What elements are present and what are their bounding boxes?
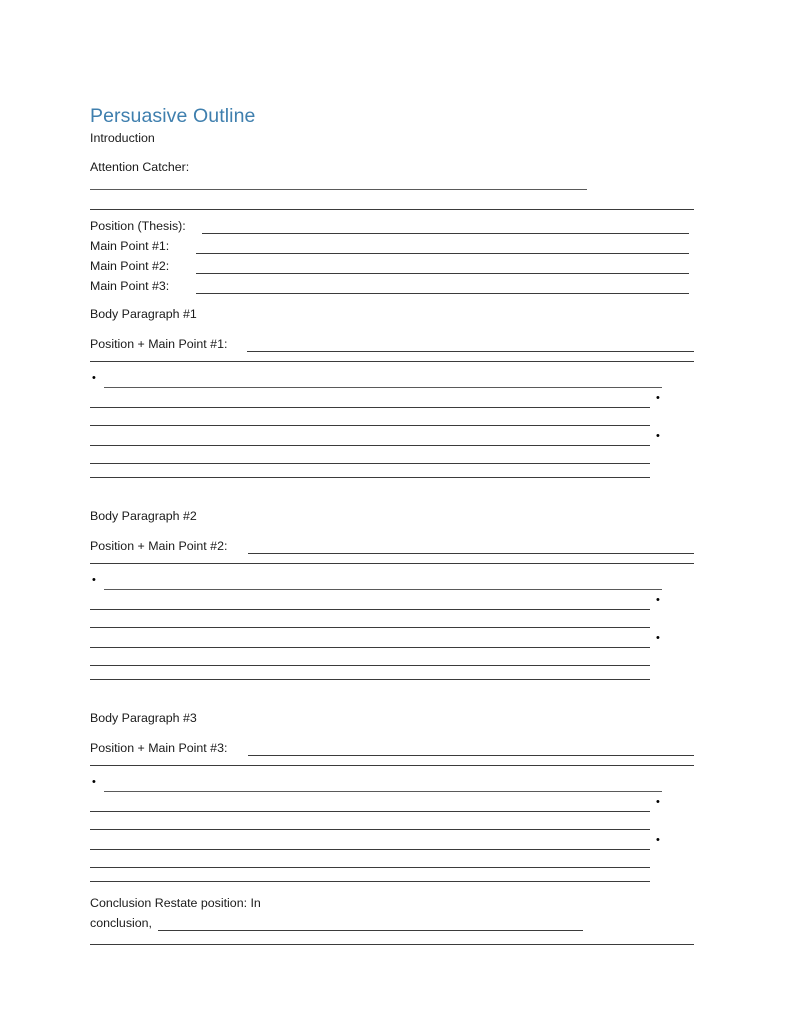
body-paragraph-2-lines <box>90 561 695 679</box>
write-line[interactable] <box>196 273 689 274</box>
prompt-label: Position + Main Point #1: <box>90 337 228 352</box>
body-paragraph-1-last-line <box>90 477 695 495</box>
write-line[interactable] <box>90 811 650 812</box>
write-line[interactable] <box>104 791 662 792</box>
write-line[interactable] <box>90 849 650 850</box>
write-line[interactable] <box>90 463 650 464</box>
field-main-point-3 <box>90 279 695 299</box>
write-line[interactable] <box>90 867 650 868</box>
write-line[interactable] <box>90 209 694 210</box>
section-heading-introduction: Introduction <box>90 131 155 146</box>
bullet-icon: • <box>656 834 660 847</box>
conclusion-final-line <box>90 938 695 958</box>
field-label: Main Point #3: <box>90 279 170 294</box>
field-position-thesis <box>90 219 695 239</box>
conclusion-line-1: Conclusion Restate position: In <box>90 896 261 911</box>
field-main-point-2 <box>90 259 695 279</box>
prompt-label: Position + Main Point #3: <box>90 741 228 756</box>
write-line[interactable] <box>90 765 694 766</box>
prompt-position-main-point-3 <box>90 741 695 763</box>
prompt-position-main-point-2 <box>90 539 695 561</box>
field-label: Position (Thesis): <box>90 219 186 234</box>
bullet-icon: • <box>92 776 96 789</box>
write-line[interactable] <box>90 189 587 190</box>
attention-catcher-lines <box>90 181 695 219</box>
attention-catcher-label: Attention Catcher: <box>90 160 190 175</box>
write-line[interactable] <box>90 609 650 610</box>
write-line[interactable] <box>90 679 650 680</box>
write-line[interactable] <box>90 445 650 446</box>
write-line[interactable] <box>248 755 694 756</box>
write-line[interactable] <box>90 361 694 362</box>
field-label: Main Point #2: <box>90 259 170 274</box>
section-heading-body-paragraph-2: Body Paragraph #2 <box>90 509 197 524</box>
document-content <box>90 104 695 958</box>
write-line[interactable] <box>90 829 650 830</box>
body-paragraph-1-lines <box>90 359 695 477</box>
bullet-icon: • <box>656 632 660 645</box>
bullet-icon: • <box>656 430 660 443</box>
write-line[interactable] <box>104 589 662 590</box>
write-line[interactable] <box>158 930 583 931</box>
write-line[interactable] <box>90 665 650 666</box>
section-heading-body-paragraph-1: Body Paragraph #1 <box>90 307 197 322</box>
write-line[interactable] <box>90 627 650 628</box>
body-paragraph-3-lines <box>90 763 695 881</box>
bullet-icon: • <box>92 372 96 385</box>
write-line[interactable] <box>90 563 694 564</box>
write-line[interactable] <box>196 293 689 294</box>
page-title-text: Persuasive Outline <box>90 105 256 127</box>
page-title <box>90 104 695 128</box>
field-main-point-1 <box>90 239 695 259</box>
bullet-icon: • <box>92 574 96 587</box>
write-line[interactable] <box>90 477 650 478</box>
write-line[interactable] <box>90 425 650 426</box>
write-line[interactable] <box>202 233 689 234</box>
section-heading-body-paragraph-3: Body Paragraph #3 <box>90 711 197 726</box>
write-line[interactable] <box>196 253 689 254</box>
bullet-icon: • <box>656 796 660 809</box>
conclusion-line-2 <box>90 916 695 938</box>
prompt-label: Position + Main Point #2: <box>90 539 228 554</box>
write-line[interactable] <box>90 944 694 945</box>
bullet-icon: • <box>656 392 660 405</box>
write-line[interactable] <box>104 387 662 388</box>
write-line[interactable] <box>90 407 650 408</box>
write-line[interactable] <box>248 553 694 554</box>
prompt-position-main-point-1 <box>90 337 695 359</box>
bullet-icon: • <box>656 594 660 607</box>
body-paragraph-2-last-line <box>90 679 695 697</box>
write-line[interactable] <box>247 351 694 352</box>
thesis-fields <box>90 219 695 299</box>
write-line[interactable] <box>90 881 650 882</box>
body-paragraph-3-last-line <box>90 881 695 897</box>
write-line[interactable] <box>90 647 650 648</box>
conclusion-label: conclusion, <box>90 916 152 931</box>
field-label: Main Point #1: <box>90 239 170 254</box>
